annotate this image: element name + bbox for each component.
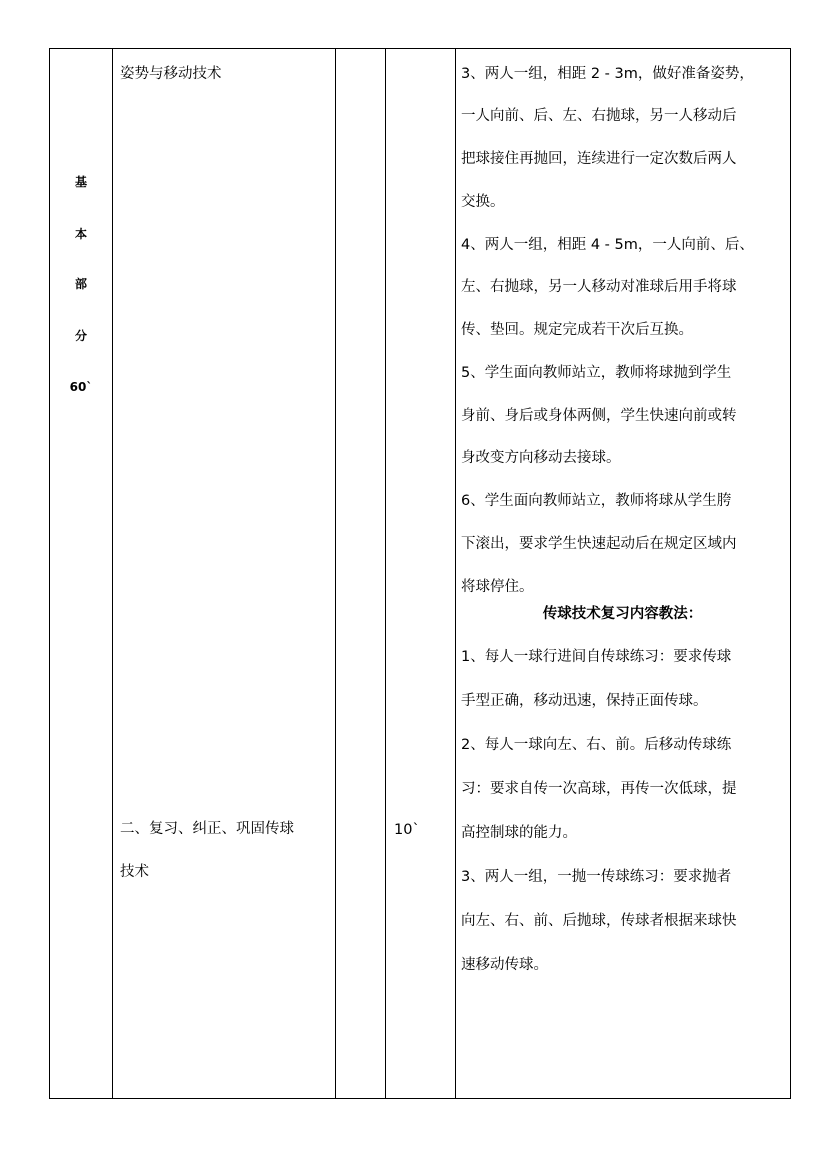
teaching-method-column (455, 49, 790, 1098)
method-line: 速移动传球。 (461, 957, 548, 973)
column-divider (335, 49, 336, 1098)
section-char: 分 (74, 329, 87, 343)
method-line: 3、两人一组，一抛一传球练习：要求抛者 (461, 869, 732, 885)
method-line: 3、两人一组，相距 2 - 3m，做好准备姿势， (461, 66, 754, 82)
section-char: 基 (74, 175, 87, 189)
method-line: 把球接住再抛回，连续进行一定次数后两人 (461, 151, 737, 167)
lesson-plan-table (49, 48, 791, 1099)
method-line: 手型正确，移动迅速，保持正面传球。 (461, 693, 708, 709)
section-char: 部 (74, 277, 87, 291)
method-line: 向左、右、前、后抛球，传球者根据来球快 (461, 913, 737, 929)
section-label-column (50, 49, 112, 1098)
method-line: 交换。 (461, 194, 505, 210)
method-line: 习：要求自传一次高球，再传一次低球，提 (461, 781, 737, 797)
method-line: 身改变方向移动去接球。 (461, 450, 621, 466)
section-char: 本 (74, 227, 87, 241)
method-line: 一人向前、后、左、右抛球，另一人移动后 (461, 108, 737, 124)
time-value: 10` (394, 822, 420, 838)
method-line: 左、右抛球，另一人移动对准球后用手将球 (461, 279, 737, 295)
method-line: 身前、身后或身体两侧，学生快速向前或转 (461, 408, 737, 424)
method-line: 传、垫回。规定完成若干次后互换。 (461, 322, 693, 338)
method-line: 下滚出，要求学生快速起动后在规定区域内 (461, 536, 737, 552)
method-line: 高控制球的能力。 (461, 825, 577, 841)
method-line: 5、学生面向教师站立，教师将球抛到学生 (461, 365, 732, 381)
method-line: 1、每人一球行进间自传球练习：要求传球 (461, 649, 732, 665)
content-item-posture: 姿势与移动技术 (120, 66, 222, 82)
method-line: 6、学生面向教师站立，教师将球从学生胯 (461, 493, 732, 509)
method-line: 将球停住。 (461, 579, 534, 595)
content-item-passing-line2: 技术 (120, 864, 149, 880)
column-divider (385, 49, 386, 1098)
method-heading: 传球技术复习内容教法： (542, 606, 703, 622)
method-line: 4、两人一组，相距 4 - 5m，一人向前、后、 (461, 237, 754, 253)
method-line: 2、每人一球向左、右、前。后移动传球练 (461, 737, 732, 753)
content-item-passing-line1: 二、复习、纠正、巩固传球 (120, 821, 294, 837)
section-char: 60` (69, 380, 93, 394)
column-divider (112, 49, 113, 1098)
